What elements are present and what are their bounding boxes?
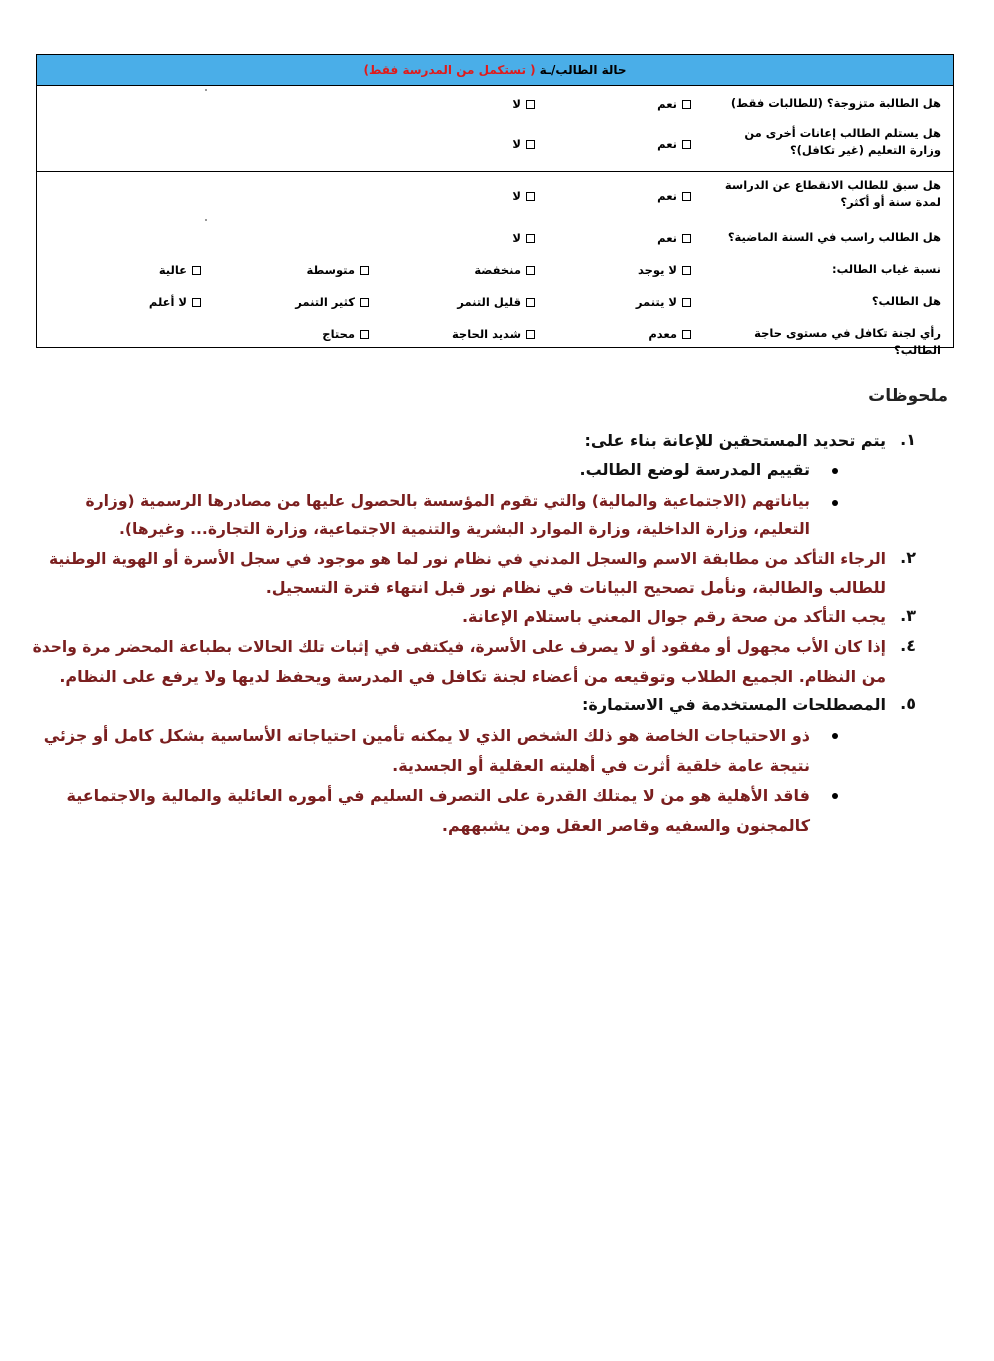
checkbox[interactable] — [526, 266, 535, 275]
question-dropout: هل سبق للطالب الانقطاع عن الدراسة لمدة سنة أو أكثر؟ — [724, 178, 941, 209]
option-little-bully[interactable]: قليل التنمر — [457, 295, 535, 309]
question-absence: نسبة غياب الطالب: — [832, 262, 941, 276]
option-much-bully[interactable]: كثير التنمر — [295, 295, 369, 309]
checkbox[interactable] — [360, 298, 369, 307]
note-1b-line1: بياناتهم (الاجتماعية والمالية) والتي تقوم المؤسسة بالحصول عليها من مصادرها الرسمية (وزارة — [85, 492, 810, 510]
checkbox[interactable] — [526, 234, 535, 243]
form-row-bullying — [37, 291, 953, 313]
note-number-4: ٤. — [900, 636, 916, 655]
note-5a-line2: نتيجة عامة خلقية أثرت في أهليته العقلية أو الجسدية. — [392, 756, 810, 775]
option-no[interactable]: لا — [512, 189, 535, 203]
option-no[interactable]: لا — [512, 231, 535, 245]
option-destitute[interactable]: معدم — [648, 327, 691, 341]
checkbox[interactable] — [682, 330, 691, 339]
note-number-5: ٥. — [900, 694, 916, 713]
stray-dot — [205, 219, 207, 221]
option-yes[interactable]: نعم — [657, 97, 691, 111]
question-married: هل الطالبة متزوجة؟ (للطالبات فقط) — [730, 96, 941, 110]
form-row-dropout — [37, 175, 953, 219]
section-divider — [37, 171, 953, 172]
note-2-line2: للطالب والطالبة، ونأمل تصحيح البيانات في نظام نور قبل انتهاء فترة التسجيل. — [265, 578, 886, 597]
bullet — [832, 468, 838, 474]
question-failed: هل الطالب راسب في السنة الماضية؟ — [727, 230, 941, 244]
option-no[interactable]: لا — [512, 97, 535, 111]
bullet — [832, 500, 838, 506]
option-no[interactable]: لا — [512, 137, 535, 151]
note-1b-line2: التعليم، وزارة الداخلية، وزارة الموارد البشرية والتنمية الاجتماعية، وزارة التجارة... وغيرها). — [119, 520, 810, 538]
checkbox[interactable] — [526, 192, 535, 201]
note-3: يجب التأكد من صحة رقم جوال المعني باستلام الإعانة. — [461, 607, 886, 626]
checkbox[interactable] — [682, 266, 691, 275]
checkbox[interactable] — [360, 330, 369, 339]
note-5: المصطلحات المستخدمة في الاستمارة: — [582, 695, 886, 714]
student-status-form — [36, 54, 954, 357]
note-5b-line1: فاقد الأهلية هو من لا يمتلك القدرة على التصرف السليم في أموره العائلية والمالية والاجتماعية — [66, 786, 810, 805]
option-severe-need[interactable]: شديد الحاجة — [452, 327, 535, 341]
form-row-married — [37, 91, 953, 113]
question-other-aid: هل يستلم الطالب إعانات أخرى من وزارة التعليم (غير تكافل)؟ — [744, 126, 941, 157]
form-row-failed — [37, 227, 953, 249]
checkbox[interactable] — [526, 140, 535, 149]
notes-title: ملحوظات — [868, 386, 948, 406]
checkbox[interactable] — [192, 298, 201, 307]
option-dont-know[interactable]: لا أعلم — [149, 295, 201, 309]
form-row-absence — [37, 259, 953, 281]
form-row-need-level — [37, 323, 953, 357]
bullet — [832, 733, 838, 739]
option-yes[interactable]: نعم — [657, 189, 691, 203]
option-yes[interactable]: نعم — [657, 231, 691, 245]
note-2-line1: الرجاء التأكد من مطابقة الاسم والسجل المدني في نظام نور لما هو موجود في سجل الأسرة أو الهوية الوطنية — [48, 550, 886, 568]
option-low[interactable]: منخفضة — [474, 263, 535, 277]
checkbox[interactable] — [360, 266, 369, 275]
checkbox[interactable] — [526, 330, 535, 339]
note-number-1: ١. — [900, 430, 916, 449]
note-4-line1: إذا كان الأب مجهول أو مفقود أو لا يصرف على الأسرة، فيكتفى في إثبات تلك الحالات بطباعة المحضر مرة واحدة — [32, 638, 886, 656]
note-5b-line2: كالمجنون والسفيه وقاصر العقل ومن يشبههم. — [441, 816, 810, 835]
option-no-bully[interactable]: لا يتنمر — [636, 295, 691, 309]
form-header — [37, 55, 953, 86]
form-row-other-aid — [37, 123, 953, 167]
note-4-line2: من النظام. الجميع الطلاب وتوقيعه من أعضاء لجنة تكافل في المدرسة ويحفظ لديها ولا يرفع على النظام. — [59, 667, 886, 686]
form-header-note: ( تستكمل من المدرسة فقط) — [363, 63, 536, 77]
checkbox[interactable] — [192, 266, 201, 275]
question-bullying: هل الطالب؟ — [871, 294, 941, 308]
note-5a-line1: ذو الاحتياجات الخاصة هو ذلك الشخص الذي لا يمكنه تأمين احتياجاته الأساسية بشكل كامل أو جزئي — [43, 726, 810, 745]
checkbox[interactable] — [682, 192, 691, 201]
bullet — [832, 793, 838, 799]
option-high[interactable]: عالية — [159, 263, 201, 277]
checkbox[interactable] — [682, 100, 691, 109]
checkbox[interactable] — [526, 100, 535, 109]
checkbox[interactable] — [526, 298, 535, 307]
form-header-title: حالة الطالب/ـة — [539, 63, 627, 77]
checkbox[interactable] — [682, 234, 691, 243]
question-need-level: رأي لجنة تكافل في مستوى حاجة الطالب؟ — [754, 326, 941, 357]
option-medium[interactable]: متوسطة — [306, 263, 369, 277]
note-number-2: ٢. — [900, 548, 916, 567]
checkbox[interactable] — [682, 298, 691, 307]
checkbox[interactable] — [682, 140, 691, 149]
option-yes[interactable]: نعم — [657, 137, 691, 151]
option-needy[interactable]: محتاج — [322, 327, 369, 341]
note-1a: تقييم المدرسة لوضع الطالب. — [579, 460, 810, 479]
note-number-3: ٣. — [900, 606, 916, 625]
stray-dot — [205, 89, 207, 91]
note-1: يتم تحديد المستحقين للإعانة بناء على: — [584, 431, 886, 450]
option-none[interactable]: لا يوجد — [638, 263, 691, 277]
